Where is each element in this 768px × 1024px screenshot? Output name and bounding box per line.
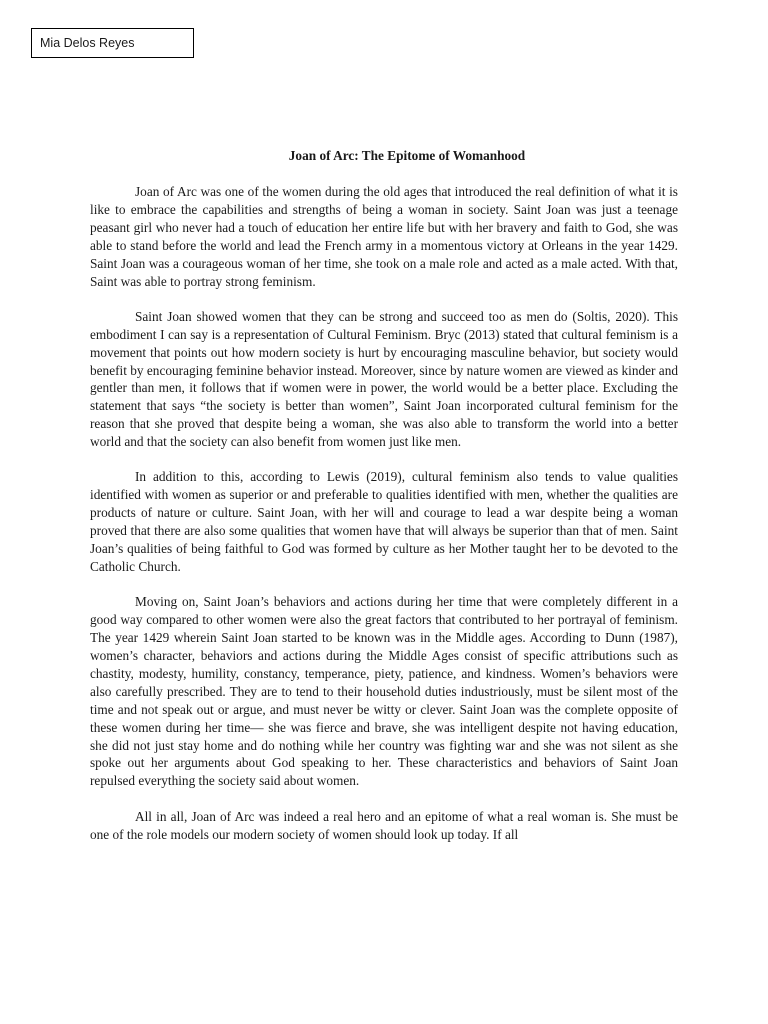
paragraph-5: All in all, Joan of Arc was indeed a real hero and an epitome of what a real woman is. She must be one of the role models our modern society of women should look up today. If all: [90, 808, 678, 842]
author-name-box: [31, 28, 194, 58]
document-title: Joan of Arc: The Epitome of Womanhood: [288, 148, 526, 163]
author-name: Mia Delos Reyes: [40, 36, 135, 50]
paragraph-4: Moving on, Saint Joan’s behaviors and actions during her time that were completely different in a good way compared to other women were also the great factors that contributed to her portrayal of feminism. The year 1429 wherein Saint Joan started to be known was in the Middle ages. According to Dunn (1987), women’s character, behaviors and actions during the Middle Ages consist of specific attributions such as chastity, modesty, humility, constancy, temperance, piety, patience, and kindness. Women’s behaviors were also carefully prescribed. They are to tend to their household duties industriously, must be silent most of the time and not speak out or argue, and must never be witty or clever. Saint Joan was the complete opposite of these women during her time— she was fierce and brave, she was intelligent despite not having education, she did not just stay home and do nothing while her country was fighting war and she was not silent as she spoke out her arguments about God speaking to her. These characteristics and behaviors of Saint Joan repulsed everything the society said about women.: [90, 594, 678, 789]
paragraph-2: Saint Joan showed women that they can be strong and succeed too as men do (Soltis, 2020). This embodiment I can say is a representation of Cultural Feminism. Bryc (2013) stated that cultural feminism is a movement that points out how modern society is hurt by encouraging masculine behavior, but society would benefit by encouraging feminine behavior instead. Moreover, since by nature women are viewed as kinder and gentler than men, it follows that if women were in power, the world would be a better place. Excluding the statement that says “the society is better than women”, Saint Joan incorporated cultural feminism for the reason that she proved that despite being a woman, she was also able to transform the world into a better world and that the society can also benefit from women just like men.: [90, 308, 678, 450]
paragraph-1: Joan of Arc was one of the women during the old ages that introduced the real definition of what it is like to embrace the capabilities and strengths of being a woman in society. Saint Joan was just a teenage peasant girl who never had a touch of education her entire life but with her bravery and faith to God, she was able to stand before the world and lead the French army in a momentous victory at Orleans in the year 1429. Saint Joan was a courageous woman of her time, she took on a male role and acted as a male acted. With that, Saint was able to portray strong feminism.: [90, 184, 678, 289]
document-body: [90, 183, 678, 861]
paragraph-3: In addition to this, according to Lewis (2019), cultural feminism also tends to value qualities identified with women as superior or and preferable to qualities identified with men, whether the qualities are products of nature or culture. Saint Joan, with her will and courage to lead a war despite being a woman proved that there are also some qualities that women have that will always be superior than that of men. Saint Joan’s qualities of being faithful to God was formed by culture as her Mother taught her to be devoted to the Catholic Church.: [90, 469, 678, 574]
